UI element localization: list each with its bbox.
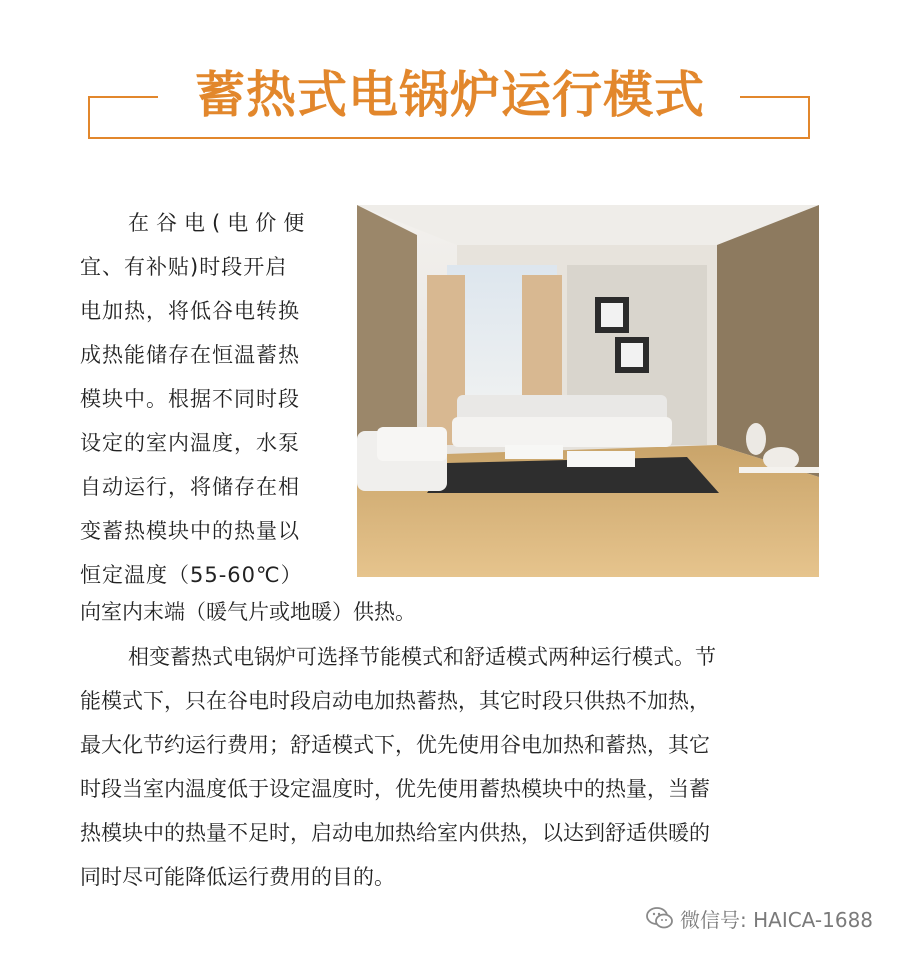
text-line: 在谷电(电价便: [128, 211, 312, 235]
intro-paragraph-end: 向室内末端（暖气片或地暖）供热。: [80, 600, 416, 624]
text-line: 变蓄热模块中的热量以: [80, 519, 300, 543]
text-line: 同时尽可能降低运行费用的目的。: [80, 865, 395, 889]
text-line: 相变蓄热式电锅炉可选择节能模式和舒适模式两种运行模式。节: [128, 645, 716, 669]
text-line: 最大化节约运行费用；舒适模式下，优先使用谷电加热和蓄热，其它: [80, 733, 710, 757]
wechat-icon: [646, 906, 674, 930]
living-room-photo: [357, 205, 819, 577]
wechat-id-text: 微信号: HAICA-1688: [680, 907, 874, 932]
modes-paragraph: [80, 635, 825, 899]
text-line: 设定的室内温度，水泵: [80, 431, 300, 455]
intro-paragraph: [80, 201, 340, 597]
text-line: 电加热，将低谷电转换: [80, 299, 300, 323]
text-line: 成热能储存在恒温蓄热: [80, 343, 300, 367]
text-line: 恒定温度（55-60℃）: [80, 563, 303, 587]
text-line: 时段当室内温度低于设定温度时，优先使用蓄热模块中的热量，当蓄: [80, 777, 710, 801]
text-line: 宜、有补贴)时段开启: [80, 255, 288, 279]
page-title: 蓄热式电锅炉运行模式: [195, 66, 705, 124]
text-line: 自动运行，将储存在相: [80, 475, 300, 499]
text-line: 模块中。根据不同时段: [80, 387, 300, 411]
text-line: 热模块中的热量不足时，启动电加热给室内供热，以达到舒适供暖的: [80, 821, 710, 845]
wechat-watermark: [646, 903, 873, 933]
text-line: 能模式下，只在谷电时段启动电加热蓄热，其它时段只供热不加热，: [80, 689, 710, 713]
